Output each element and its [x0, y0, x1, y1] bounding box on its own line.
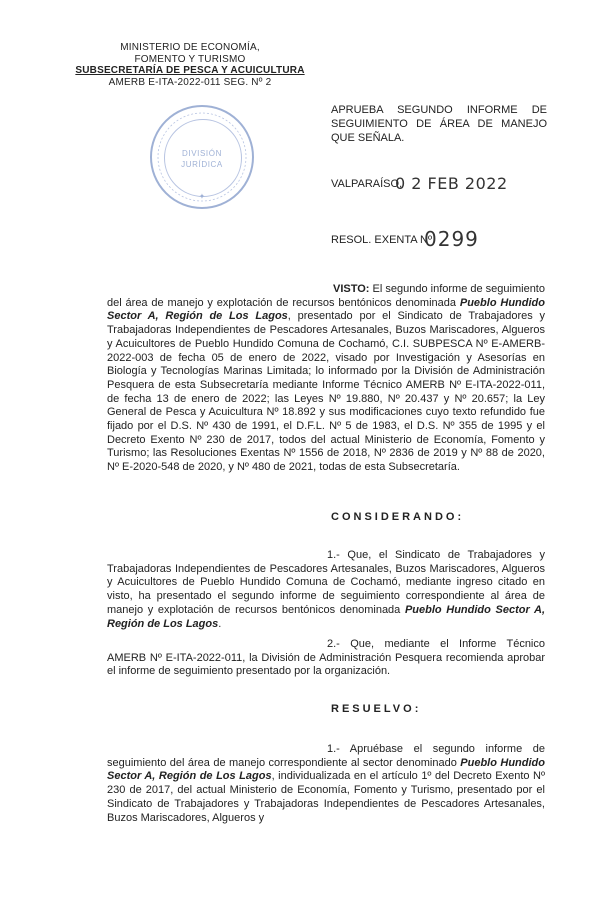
- stamp-text-division: DIVISIÓN: [182, 149, 222, 158]
- visto-area-name: Pueblo Hundido Sector A, Región de Los Lagos: [107, 296, 545, 323]
- resuelvo-1-rest: , individualizada en el artículo 1º del Decreto Exento Nº 230 de 2017, del actual Ministerio de Economía, Fomento y Turismo, presentado por el Sindicato de Trabajadores y Trabajadoras Independientes de Pescadores Artesanales, Buzos Mariscadores, Algueros y: [107, 770, 545, 824]
- resuelvo-point-1: [107, 743, 545, 825]
- header-line-3: SUBSECRETARÍA DE PESCA Y ACUICULTURA: [75, 65, 305, 76]
- resolution-title: APRUEBA SEGUNDO INFORME DE SEGUIMIENTO DE ÁREA DE MANEJO QUE SEÑALA.: [331, 104, 547, 144]
- visto-label: VISTO:: [333, 283, 370, 295]
- resuelvo-heading: RESUELVO:: [331, 703, 422, 715]
- visto-text-2: , presentado por el Sindicato de Trabajadores y Trabajadoras Independientes de Pescadores Artesanales, Buzos Mariscadores, Algueros y Acuicultores de Pueblo Hundido Comuna de Cochamó, C.I. SUBPESCA Nº E-AMERB-2022-003 de fecha 05 de enero de 2022, visado por Investigación y Asesorías en Biología y Tecnologías Marinas Limitada; lo informado por la División de Administración Pesquera de esta Subsecretaría mediante Informe Técnico AMERB Nº E-ITA-2022-011, de fecha 13 de enero de 2022; las Leyes Nº 19.880, Nº 20.437 y Nº 20.657; la Ley General de Pesca y Acuicultura Nº 18.892 y sus modificaciones cuyo texto refundido fue fijado por el D.S. Nº 430 de 1991, el D.F.L. Nº 5 de 1983, el D.S. Nº 355 de 1995 y el Decreto Exento Nº 230 de 2017, todos del actual Ministerio de Economía, Fomento y Turismo; las Resoluciones Exentas Nº 1556 de 2018, Nº 2836 de 2019 y Nº 88 de 2020, Nº E-2020-548 de 2020, y Nº 480 de 2021, todas de esta Subsecretaría.: [107, 310, 546, 474]
- stamp-star-icon: ✦: [198, 192, 206, 201]
- resolution-number: 0299: [424, 227, 479, 251]
- header-reference: AMERB E-ITA-2022-011 SEG. Nº 2: [108, 76, 272, 88]
- considerando-1-end: .: [218, 617, 222, 630]
- date-stamp: 0 2 FEB 2022: [395, 174, 508, 193]
- header-line-2: FOMENTO Y TURISMO: [134, 53, 246, 65]
- considerando-heading: CONSIDERANDO:: [331, 511, 465, 523]
- stamp-text-juridica: JURÍDICA: [181, 160, 223, 169]
- considerando-point-2: [107, 638, 545, 679]
- ministry-header: [70, 42, 310, 88]
- considerando-1-text: 1.- Que, el Sindicato de Trabajadores y Trabajadoras Independientes de Pescadores Artesanales, Buzos Mariscadores, Algueros y Acuicultores de Pueblo Hundido Comuna de Cochamó, mediante ingreso citado en visto, ha presentado el segundo informe de seguimiento correspondiente al área de manejo y explotación de recursos bentónicos denominada: [107, 549, 545, 616]
- place-label: VALPARAÍSO,: [331, 178, 403, 190]
- header-line-1: MINISTERIO DE ECONOMÍA,: [120, 42, 260, 53]
- considerando-1-area: Pueblo Hundido Sector A, Región de Los Lagos: [107, 603, 545, 630]
- visto-text-1: El segundo informe de seguimiento del área de manejo y explotación de recursos bentónicos denominada: [107, 283, 545, 309]
- visto-paragraph: [107, 283, 545, 475]
- resuelvo-1-text: 1.- Apruébase el segundo informe de seguimiento del área de manejo correspondiente al sector denominado: [107, 743, 545, 769]
- considerando-2-text: 2.- Que, mediante el Informe Técnico AMERB Nº E-ITA-2022-011, la División de Administración Pesquera recomienda aprobar el informe de seguimiento presentado por la organización.: [107, 638, 545, 678]
- division-stamp: [150, 105, 254, 209]
- stamp-inner-ring: [164, 119, 242, 197]
- resuelvo-1-area: Pueblo Hundido Sector A, Región de Los Lagos: [107, 756, 545, 783]
- considerando-point-1: [107, 549, 545, 631]
- resolution-label: RESOL. EXENTA Nº: [331, 234, 433, 246]
